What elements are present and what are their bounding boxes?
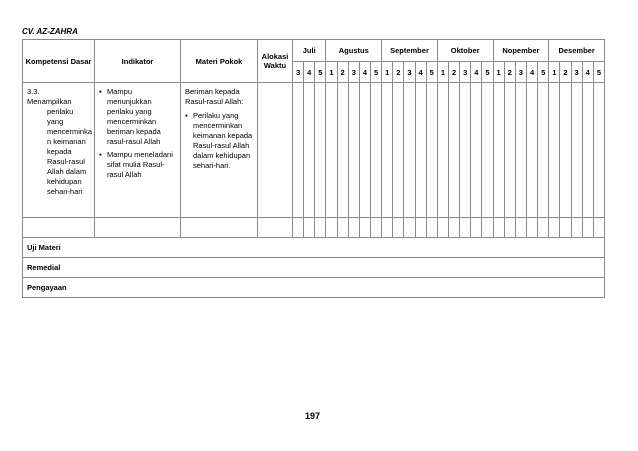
schedule-cell [326,83,337,218]
week-cell: 4 [415,62,426,83]
schedule-cell [426,83,437,218]
week-cell: 2 [393,62,404,83]
pengayaan-row [23,278,605,298]
week-cell: 5 [593,62,604,83]
month-desember: Desember [549,40,605,62]
week-cell: 5 [315,62,326,83]
month-oktober: Oktober [437,40,493,62]
schedule-cell [526,83,537,218]
schedule-cell [448,218,459,238]
schedule-cell [482,83,493,218]
schedule-cell [549,83,560,218]
week-cell: 3 [460,62,471,83]
bullet-item [185,111,254,171]
indikator-cell [95,83,181,218]
schedule-cell [538,83,549,218]
schedule-cell [593,83,604,218]
week-cell: 5 [426,62,437,83]
kd-line: perilaku yang [47,107,74,126]
uji-materi-row [23,238,605,258]
schedule-cell [471,83,482,218]
bullet-item [99,150,177,180]
schedule-cell [304,218,315,238]
schedule-cell [404,218,415,238]
schedule-cell [526,218,537,238]
kd-line: n keimanan [47,137,86,146]
schedule-cell [493,218,504,238]
week-cell: 2 [448,62,459,83]
week-cell: 4 [359,62,370,83]
uji-materi-label: Uji Materi [23,238,605,258]
company-header: CV. AZ-ZAHRA [22,27,78,36]
kd-line [27,87,91,107]
schedule-cell [326,218,337,238]
schedule-cell [315,218,326,238]
schedule-cell [493,83,504,218]
week-cell: 1 [437,62,448,83]
week-cell: 2 [560,62,571,83]
schedule-cell [393,83,404,218]
page-number: 197 [305,411,321,421]
week-cell: 3 [515,62,526,83]
schedule-cell [437,83,448,218]
week-cell: 1 [382,62,393,83]
schedule-cell [348,83,359,218]
schedule-cell [293,83,304,218]
schedule-cell [504,218,515,238]
bullet-text: Mampu meneladani sifat mulia Rasul-rasul Allah [107,150,173,179]
schedule-cell [382,83,393,218]
kd-line: mencerminka [47,127,93,136]
schedule-cell [337,83,348,218]
month-agustus: Agustus [326,40,382,62]
indikator-list [99,87,177,180]
schedule-cell [560,218,571,238]
schedule-cell [415,83,426,218]
schedule-cell [337,218,348,238]
schedule-cell [304,83,315,218]
materi-list [185,111,254,171]
schedule-cell [448,83,459,218]
kd-line: kepada [47,147,72,156]
schedule-cell [560,83,571,218]
indikator-header: Indikator [95,40,181,83]
month-nopember: Nopember [493,40,549,62]
kd-line: Rasul-rasul [47,157,85,166]
syllabus-table [22,39,605,298]
schedule-cell [359,83,370,218]
remedial-label: Remedial [23,258,605,278]
kd-cell [23,83,95,218]
week-cell: 3 [404,62,415,83]
week-cell: 3 [293,62,304,83]
schedule-cell [359,218,370,238]
kd-line-text: Menampilkan [27,97,72,106]
alokasi-header: Alokasi Waktu [258,40,293,83]
materi-cell [181,83,258,218]
schedule-cell [582,218,593,238]
week-cell: 5 [538,62,549,83]
remedial-row [23,258,605,278]
kd-line: sehari-hari [47,187,83,196]
bullet-text: Perilaku yang mencerminkan keimanan kepada Rasul-rasul Allah dalam kehidupan sehari-hari. [193,111,253,170]
bullet-text: Mampu menunjukkan perilaku yang mencerminkan beriman kepada rasul-rasul Allah [107,87,161,146]
schedule-cell [315,83,326,218]
bullet-item [99,87,177,147]
schedule-cell [571,218,582,238]
week-cell: 1 [493,62,504,83]
schedule-cell [593,218,604,238]
schedule-cell [504,83,515,218]
schedule-cell [460,83,471,218]
week-cell: 3 [348,62,359,83]
schedule-cell [382,218,393,238]
schedule-cell [393,218,404,238]
month-juli: Juli [293,40,326,62]
week-cell: 1 [326,62,337,83]
schedule-cell [348,218,359,238]
schedule-cell [571,83,582,218]
week-cell: 5 [370,62,381,83]
schedule-cell [515,83,526,218]
month-september: September [382,40,438,62]
materi-intro: Beriman kepada Rasul-rasul Allah: [185,87,244,106]
week-cell: 4 [471,62,482,83]
schedule-cell [460,218,471,238]
bullet-icon: ▪ [99,150,102,159]
pengayaan-label: Pengayaan [23,278,605,298]
schedule-cell [482,218,493,238]
week-cell: 4 [526,62,537,83]
week-cell: 5 [482,62,493,83]
kd-line: Allah dalam [47,167,87,176]
week-cell: 4 [304,62,315,83]
schedule-cell [515,218,526,238]
schedule-cell [293,218,304,238]
kompetensi-header: Kompetensi Dasar [23,40,95,83]
schedule-cell [582,83,593,218]
materi-header: Materi Pokok [181,40,258,83]
schedule-cell [404,83,415,218]
week-cell: 4 [582,62,593,83]
content-row [23,83,605,218]
kd-number: 3.3. [27,87,40,96]
schedule-cell [370,83,381,218]
kd-line: kehidupan [47,177,82,186]
week-cell: 2 [337,62,348,83]
alokasi-cell [258,83,293,218]
week-cell: 3 [571,62,582,83]
kd-text [23,83,94,199]
schedule-cell [471,218,482,238]
schedule-cell [549,218,560,238]
schedule-cell [538,218,549,238]
bullet-icon: ▪ [99,87,102,96]
schedule-cell [437,218,448,238]
schedule-cell [415,218,426,238]
month-header-row [23,40,605,62]
empty-row [23,218,605,238]
schedule-cell [426,218,437,238]
week-cell: 2 [504,62,515,83]
schedule-cell [370,218,381,238]
bullet-icon: ▪ [185,111,188,120]
week-cell: 1 [549,62,560,83]
